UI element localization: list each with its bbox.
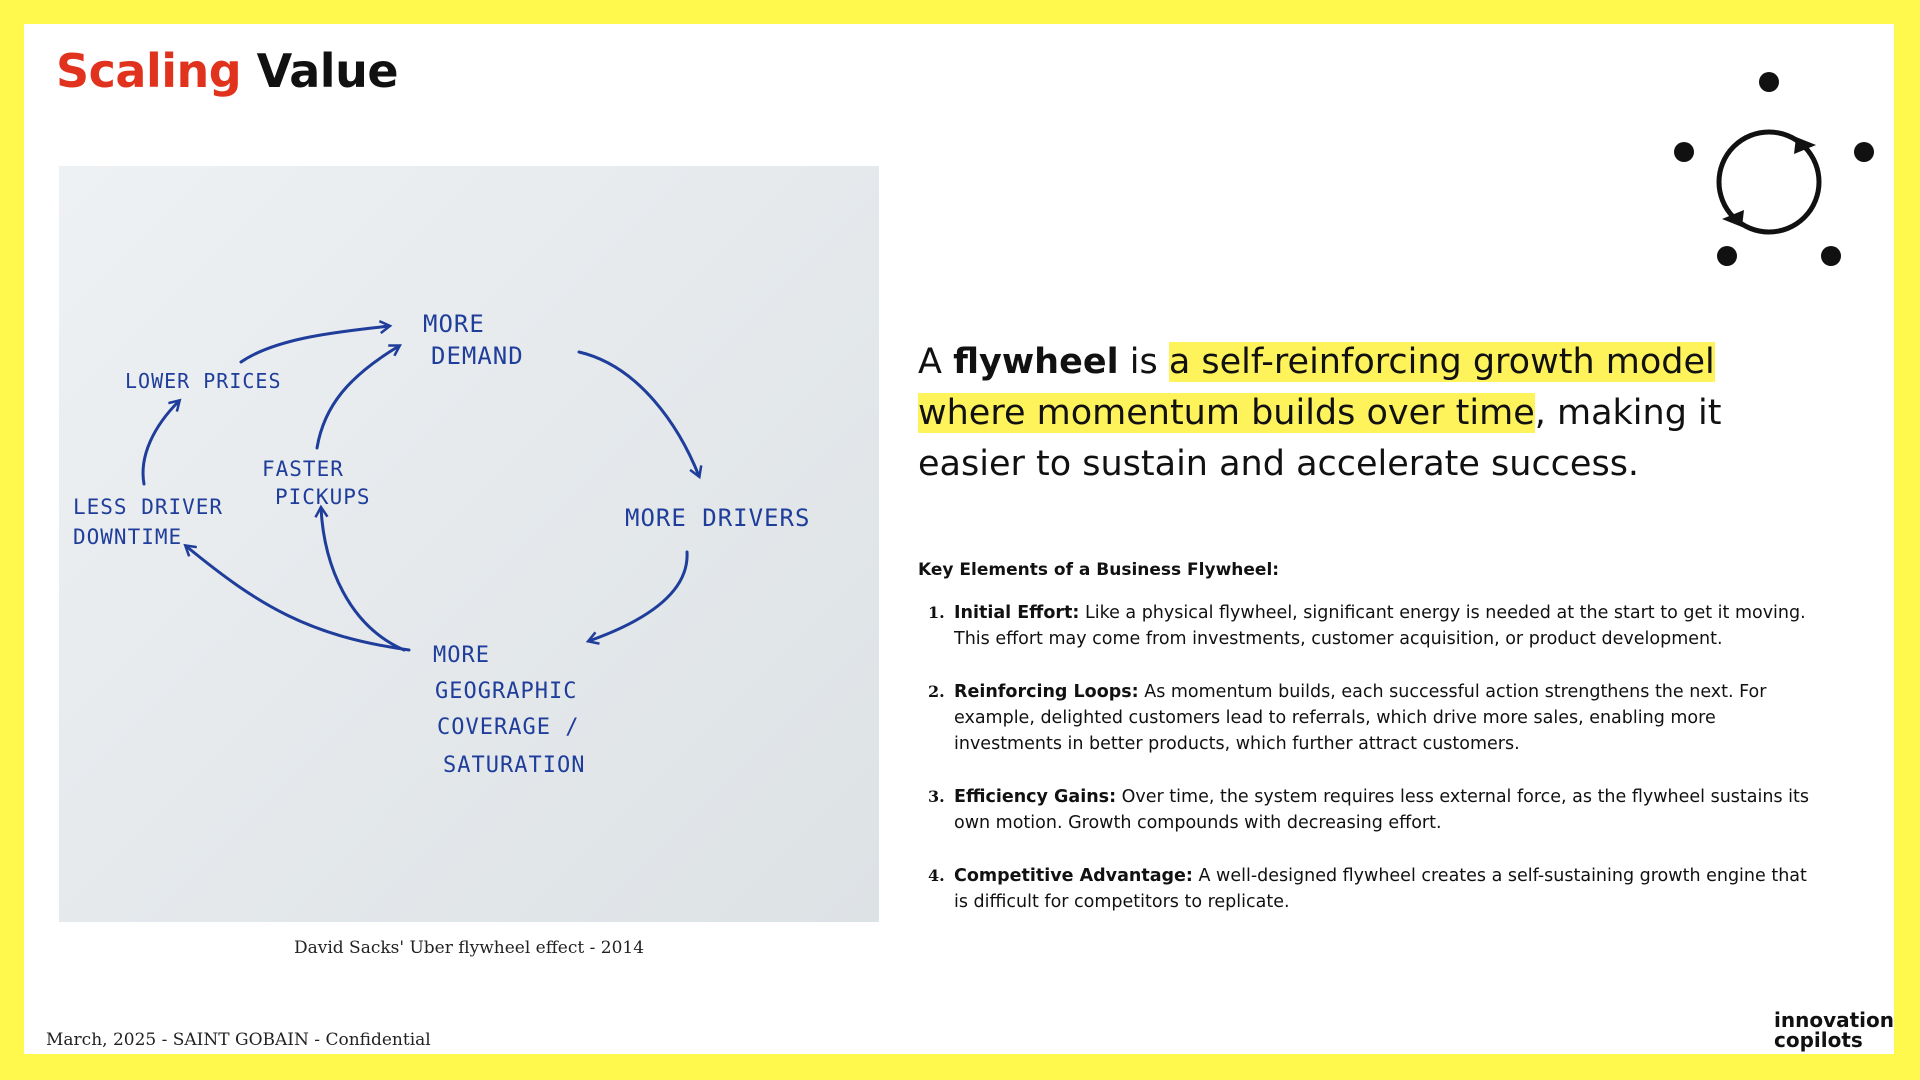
key-elements-heading: Key Elements of a Business Flywheel:	[918, 560, 1280, 580]
flywheel-sketch-image	[59, 166, 879, 922]
list-term: Competitive Advantage:	[954, 866, 1193, 886]
list-number: 2.	[928, 682, 945, 701]
lead-term: flywheel	[953, 342, 1119, 382]
slide	[24, 24, 1894, 1054]
list-item	[918, 784, 1818, 836]
list-text: Like a physical flywheel, significant energy is needed at the start to get it moving. This effort may come from investments, customer acquisition, or product development.	[954, 603, 1806, 649]
list-term: Initial Effort:	[954, 603, 1080, 623]
lead-highlight: a self-reinforcing growth model where momentum builds over time	[918, 342, 1715, 433]
lead-is: is	[1129, 342, 1158, 382]
list-text: As momentum builds, each successful action strengthens the next. For example, delighted customers lead to referrals, which drive more sales, enabling more investments in better products, which further attract customers.	[954, 682, 1767, 754]
list-text: Over time, the system requires less external force, as the flywheel sustains its own motion. Growth compounds with decreasing effort.	[954, 787, 1809, 833]
label-more-demand-1: MORE	[423, 310, 485, 338]
arrow-downtime-to-prices	[143, 401, 179, 484]
flywheel-cycle-icon	[1654, 44, 1884, 274]
brand-logo	[1774, 1010, 1894, 1050]
list-number: 4.	[928, 866, 945, 885]
list-number: 3.	[928, 787, 945, 806]
lead-statement	[918, 337, 1798, 490]
arrow-lower-prices-to-demand	[241, 326, 389, 362]
arrow-geo-to-faster	[321, 508, 404, 650]
footer-confidential: March, 2025 - SAINT GOBAIN - Confidential	[46, 1030, 431, 1050]
label-lower-prices: LOWER PRICES	[125, 369, 282, 393]
arrow-faster-to-demand	[317, 346, 399, 448]
lead-suffix: , making it easier to sustain and accelerate success.	[918, 393, 1722, 484]
brand-line-1: innovation	[1774, 1008, 1894, 1032]
list-term: Reinforcing Loops:	[954, 682, 1139, 702]
title-rest: Value	[256, 44, 399, 98]
arrow-drivers-to-geo	[589, 552, 687, 641]
list-item	[918, 863, 1818, 915]
label-geo-3: COVERAGE /	[437, 715, 580, 740]
list-number: 1.	[928, 603, 945, 622]
key-elements	[918, 560, 1818, 942]
list-item	[918, 679, 1818, 757]
list-item	[918, 600, 1818, 652]
arrow-demand-to-drivers	[579, 352, 699, 476]
brand-line-2: copilots	[1774, 1028, 1863, 1052]
label-geo-2: GEOGRAPHIC	[435, 679, 578, 704]
image-caption: David Sacks' Uber flywheel effect - 2014	[293, 938, 645, 958]
lead-prefix: A	[918, 342, 942, 382]
list-text: A well-designed flywheel creates a self-sustaining growth engine that is difficult for competitors to replicate.	[954, 866, 1807, 912]
title-accent: Scaling	[56, 44, 242, 98]
label-geo-4: SATURATION	[443, 753, 586, 778]
label-geo-1: MORE	[433, 643, 490, 668]
label-faster-1: FASTER	[262, 457, 344, 481]
key-elements-list	[918, 600, 1818, 915]
label-more-demand-2: DEMAND	[431, 342, 524, 370]
label-less-driver-1: LESS DRIVER	[73, 495, 224, 519]
label-faster-2: PICKUPS	[275, 485, 371, 509]
list-term: Efficiency Gains:	[954, 787, 1117, 807]
label-more-drivers: MORE DRIVERS	[625, 504, 811, 532]
page-title	[56, 44, 398, 98]
label-less-driver-2: DOWNTIME	[73, 525, 183, 549]
